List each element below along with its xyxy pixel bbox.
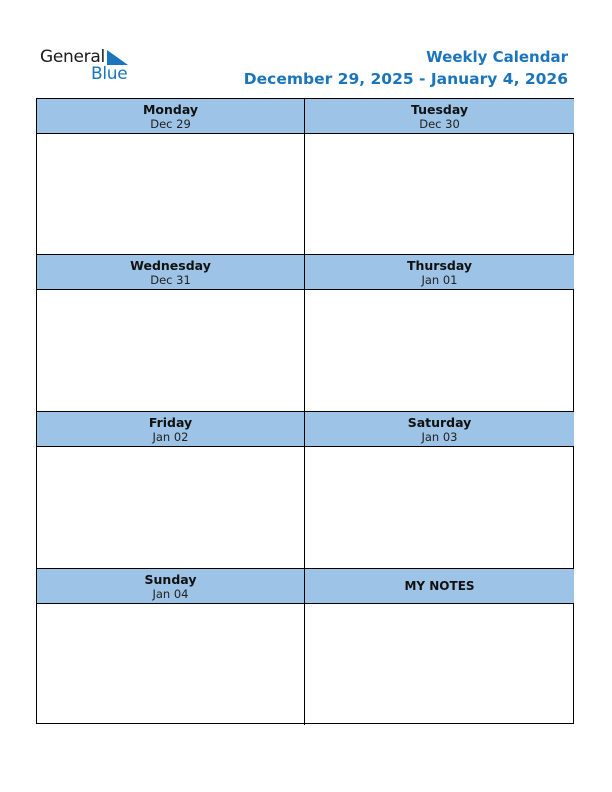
day-date: Dec 29 xyxy=(150,117,191,131)
triangle-flag-icon xyxy=(107,50,128,65)
day-cell-wednesday xyxy=(37,255,305,412)
page-title: Weekly Calendar xyxy=(426,48,568,66)
day-notes-area[interactable] xyxy=(305,447,574,568)
logo-word-general: General xyxy=(40,47,105,67)
weekly-calendar-grid xyxy=(36,98,574,724)
day-header xyxy=(37,99,304,134)
notes-header xyxy=(305,569,574,604)
day-notes-area[interactable] xyxy=(37,447,304,568)
day-date: Dec 31 xyxy=(150,273,191,287)
day-header xyxy=(37,569,304,604)
day-cell-thursday xyxy=(305,255,574,412)
day-name: Monday xyxy=(142,102,199,117)
day-date: Dec 30 xyxy=(419,117,460,131)
day-cell-monday xyxy=(37,99,305,255)
day-name: Friday xyxy=(148,415,193,430)
day-cell-saturday xyxy=(305,412,574,569)
day-header xyxy=(305,99,574,134)
day-header xyxy=(37,412,304,447)
notes-area[interactable] xyxy=(305,604,574,725)
day-notes-area[interactable] xyxy=(37,134,304,254)
day-cell-tuesday xyxy=(305,99,574,255)
day-notes-area[interactable] xyxy=(305,134,574,254)
day-name: Thursday xyxy=(406,258,473,273)
day-date: Jan 04 xyxy=(152,587,189,601)
generalblue-logo xyxy=(40,47,140,87)
logo-word-blue: Blue xyxy=(91,64,128,84)
day-date: Jan 02 xyxy=(152,430,189,444)
day-notes-area[interactable] xyxy=(305,290,574,411)
notes-title: MY NOTES xyxy=(404,579,475,593)
day-date: Jan 01 xyxy=(421,273,458,287)
day-name: Wednesday xyxy=(130,258,211,273)
day-date: Jan 03 xyxy=(421,430,458,444)
day-cell-friday xyxy=(37,412,305,569)
date-range: December 29, 2025 - January 4, 2026 xyxy=(243,70,568,88)
page-title-block xyxy=(244,48,568,90)
day-header xyxy=(37,255,304,290)
day-name: Tuesday xyxy=(410,102,469,117)
day-notes-area[interactable] xyxy=(37,290,304,411)
day-name: Saturday xyxy=(407,415,472,430)
day-notes-area[interactable] xyxy=(37,604,304,725)
day-name: Sunday xyxy=(144,572,197,587)
notes-cell xyxy=(305,569,574,725)
day-header xyxy=(305,412,574,447)
day-header xyxy=(305,255,574,290)
day-cell-sunday xyxy=(37,569,305,725)
